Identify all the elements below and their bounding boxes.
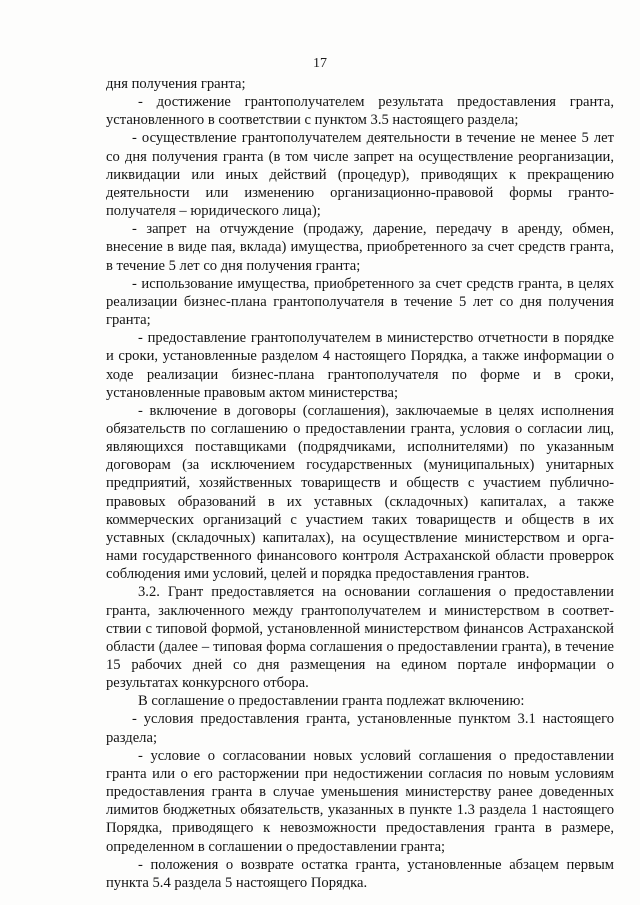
paragraph-continuation: дня получения гранта;	[106, 76, 246, 92]
page-number: 17	[313, 56, 327, 71]
paragraph-section-3-2: 3.2. Грант предоставляется на основании соглашения о предоставлении гранта, заключенного между грантополучателем и министерством в соответствии с типовой формой, установленной министерством финансов Астраханской области (далее – типовая форма соглашения о предоставлении гранта), в течение 15 рабочих дней со дня размещения на едином портале информации о результатах конкурсного отбора.	[106, 584, 614, 692]
document-body	[106, 75, 614, 892]
paragraph-alienation-ban: - запрет на отчуждение (продажу, дарение, передачу в аренду, обмен, внесение в виде пая, вклада) имущества, приобретенного за счет средств гранта, в течение 5 лет со дня получения гранта;	[106, 221, 614, 274]
paragraph-agreement-inclusion: В соглашение о предоставлении гранта подлежат включению:	[138, 693, 525, 710]
paragraph-reporting: - предоставление грантополучателем в министерство отчетности в порядке и сроки, установленные разделом 4 настоящего Порядка, а также информации о ходе реализации бизнес-плана грантополучателя по форме и в сроки, установленные правовым актом министерства;	[106, 330, 614, 401]
paragraph-new-conditions: - условие о согласовании новых условий соглашения о предоставлении гранта или о его расторжении при недостижении согласия по новым условиям предоставления гранта в случае уменьшения министерству ранее доведенных лимитов бюджетных обязательств, указанных в пункте 1.3 раздела 1 настоящего Порядка, приводящего к невозможности предоставления гранта в размере, определенном в соглашении о предоставлении гранта;	[106, 747, 614, 855]
paragraph-contract-inclusion: - включение в договоры (соглашения), заключаемые в целях исполнения обязательств по соглашению о предоставлении гранта, условия о согласии лиц, являющихся поставщиками (подрядчиками, исполнителями) по указанным договорам (за исключением государственных (муниципальных) унитарных предприятий, хозяйственных товариществ и обществ с участием публично-правовых образований в их уставных (складочных) капиталах, а также коммерческих организаций с участием таких товариществ и обществ в их уставных (складочных) капиталах), на осуществление министерством и органами государственного финансового контроля Астраханской области проверрок соблюдения ими условий, целей и порядка предоставления грантов.	[106, 402, 614, 583]
paragraph-grant-conditions: - условия предоставления гранта, установленные пунктом 3.1 настоящего раздела;	[106, 711, 614, 746]
paragraph-activity-duration: - осуществление грантополучателем деятельности в течение не менее 5 лет со дня получения гранта (в том числе запрет на осуществление реорганизации, ликвидации или иных действий (процедур), приводящих к прекращению деятельности или изменению организационно-правовой формы грантополучателя – юридического лица);	[106, 130, 614, 220]
paragraph-balance-return: - положения о возврате остатка гранта, установленные абзацем первым пункта 5.4 раздела 5 настоящего Порядка.	[106, 856, 614, 891]
paragraph-property-use: - использование имущества, приобретенного за счет средств гранта, в целях реализации бизнес-плана грантополучателя в течение 5 лет со дня получения гранта;	[106, 275, 614, 329]
paragraph-result-achievement: - достижение грантополучателем результата предоставления гранта, установленного в соответствии с пунктом 3.5 настоящего раздела;	[106, 94, 614, 129]
